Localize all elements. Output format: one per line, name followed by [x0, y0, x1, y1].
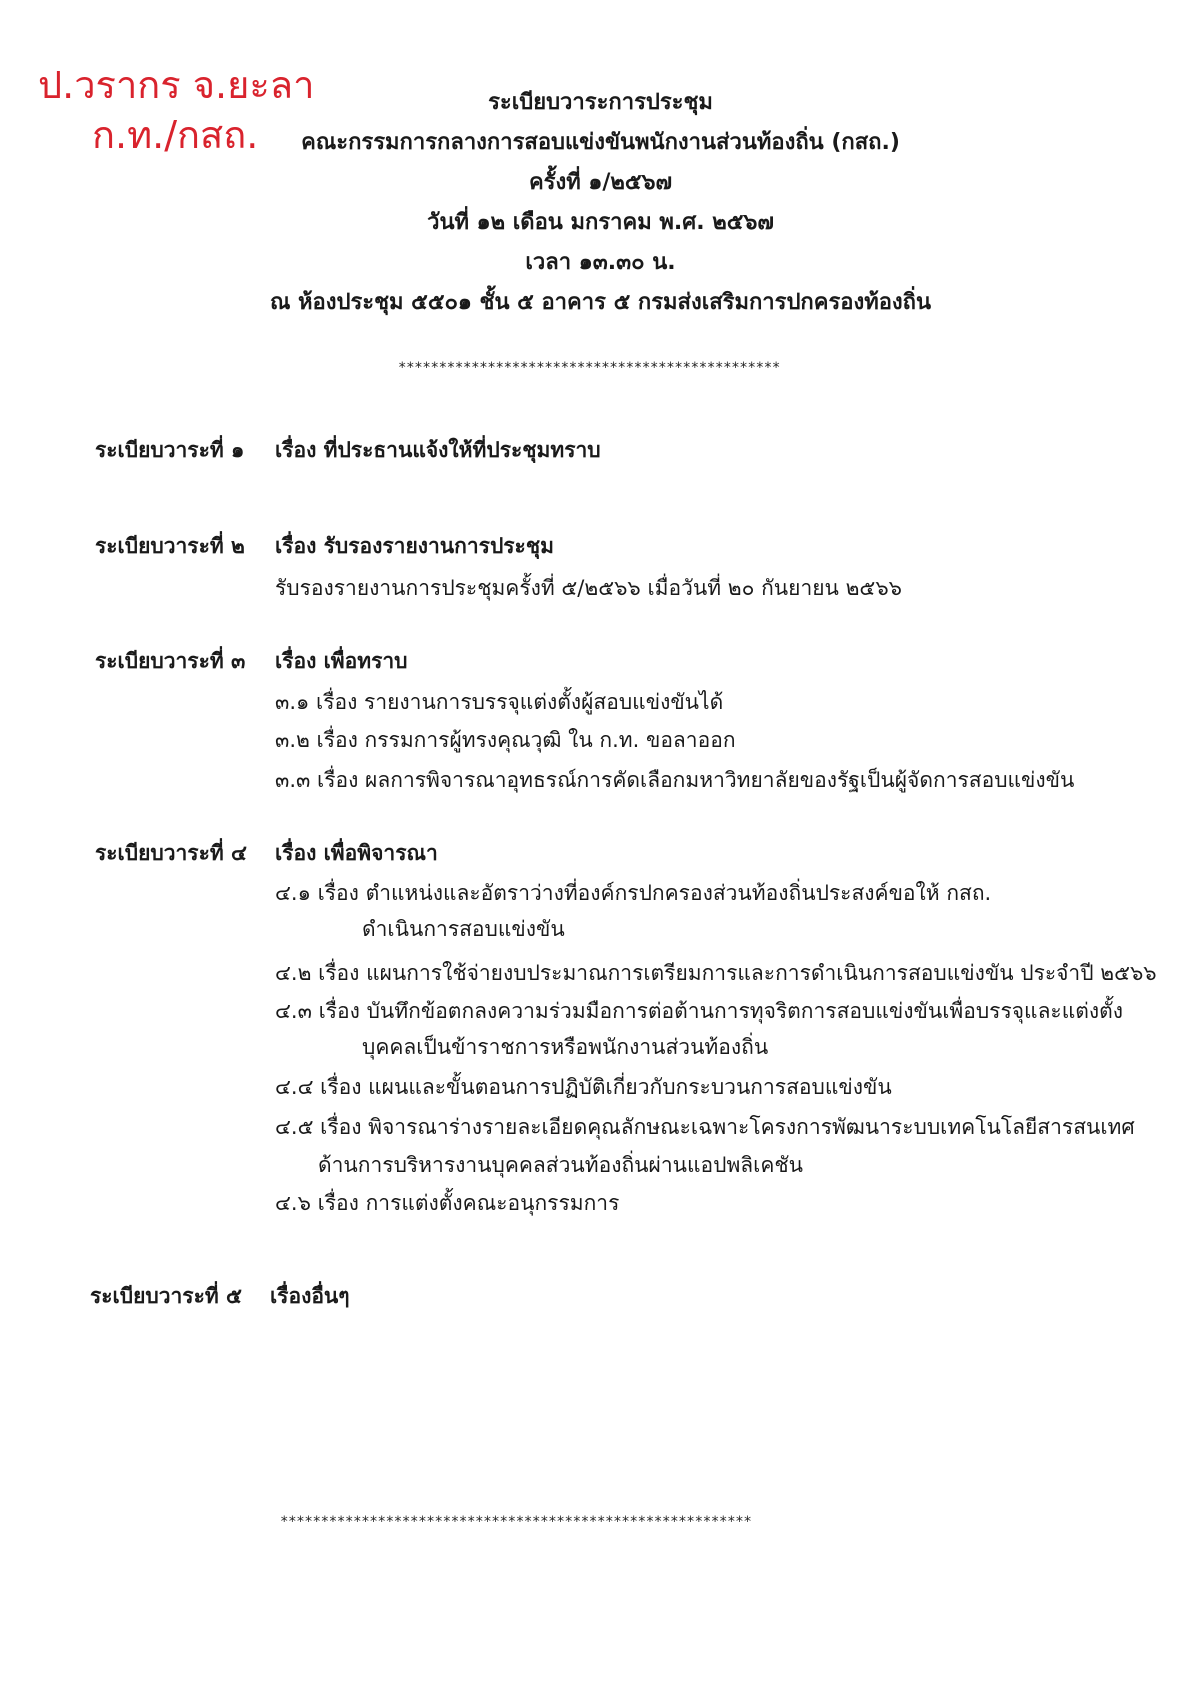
document-title: ระเบียบวาระการประชุม [488, 90, 713, 115]
agenda-title: เรื่อง เพื่อทราบ [275, 649, 408, 673]
agenda-item-2 [95, 530, 554, 563]
agenda-title: เรื่อง ที่ประธานแจ้งให้ที่ประชุมทราบ [275, 438, 601, 462]
meeting-venue: ณ ห้องประชุม ๕๕๐๑ ชั้น ๕ อาคาร ๕ กรมส่งเสริมการปกครองท้องถิ่น [269, 290, 932, 315]
meeting-number: ครั้งที่ ๑/๒๕๖๗ [528, 170, 673, 195]
separator-bottom: ********************************************************** [280, 1514, 752, 1530]
agenda-title: เรื่อง รับรองรายงานการประชุม [275, 534, 554, 558]
agenda-item-4 [95, 837, 438, 870]
agenda-4-4: ๔.๔ เรื่อง แผนและขั้นตอนการปฏิบัติเกี่ยวกับกระบวนการสอบแข่งขัน [275, 1075, 892, 1099]
agenda-4-2: ๔.๒ เรื่อง แผนการใช้จ่ายงบประมาณการเตรียมการและการดำเนินการสอบแข่งขัน ประจำปี ๒๕๖๖ [275, 961, 1157, 985]
annotation-author: ป.วรากร จ.ยะลา [38, 63, 315, 107]
meeting-date: วันที่ ๑๒ เดือน มกราคม พ.ศ. ๒๕๖๗ [427, 210, 774, 235]
agenda-label: ระเบียบวาระที่ ๕ [90, 1284, 242, 1308]
agenda-item-3 [95, 645, 408, 678]
annotation-source: ก.ท./กสถ. [92, 113, 259, 157]
agenda-4-5: ๔.๕ เรื่อง พิจารณาร่างรายละเอียดคุณลักษณะเฉพาะโครงการพัฒนาระบบเทคโนโลยีสารสนเทศ [275, 1115, 1135, 1139]
agenda-4-3: ๔.๓ เรื่อง บันทึกข้อตกลงความร่วมมือการต่อต้านการทุจริตการสอบแข่งขันเพื่อบรรจุและแต่งตั้ง [275, 999, 1124, 1023]
agenda-4-1-cont: ดำเนินการสอบแข่งขัน [362, 917, 565, 941]
agenda-item-5 [90, 1280, 350, 1313]
agenda-2-detail: รับรองรายงานการประชุมครั้งที่ ๕/๒๕๖๖ เมื่อวันที่ ๒๐ กันยายน ๒๕๖๖ [275, 576, 902, 600]
agenda-title: เรื่อง เพื่อพิจารณา [275, 841, 438, 865]
agenda-label: ระเบียบวาระที่ ๓ [95, 649, 246, 673]
agenda-4-3-cont: บุคคลเป็นข้าราชการหรือพนักงานส่วนท้องถิ่น [362, 1035, 769, 1059]
agenda-4-1: ๔.๑ เรื่อง ตำแหน่งและอัตราว่างที่องค์กรปกครองส่วนท้องถิ่นประสงค์ขอให้ กสถ. [275, 881, 992, 905]
agenda-label: ระเบียบวาระที่ ๑ [95, 438, 245, 462]
agenda-label: ระเบียบวาระที่ ๒ [95, 534, 245, 558]
agenda-3-3: ๓.๓ เรื่อง ผลการพิจารณาอุทธรณ์การคัดเลือกมหาวิทยาลัยของรัฐเป็นผู้จัดการสอบแข่งขัน [275, 768, 1075, 792]
meeting-time: เวลา ๑๓.๓๐ น. [525, 250, 676, 275]
committee-name: คณะกรรมการกลางการสอบแข่งขันพนักงานส่วนท้องถิ่น (กสถ.) [301, 130, 900, 155]
agenda-label: ระเบียบวาระที่ ๔ [95, 841, 247, 865]
agenda-3-1: ๓.๑ เรื่อง รายงานการบรรจุแต่งตั้งผู้สอบแข่งขันได้ [275, 690, 724, 714]
agenda-4-6: ๔.๖ เรื่อง การแต่งตั้งคณะอนุกรรมการ [275, 1191, 620, 1215]
agenda-4-5-cont: ด้านการบริหารงานบุคคลส่วนท้องถิ่นผ่านแอปพลิเคชัน [318, 1153, 804, 1177]
separator-top: *********************************************** [398, 360, 781, 376]
agenda-item-1 [95, 434, 601, 467]
agenda-title: เรื่องอื่นๆ [270, 1284, 350, 1308]
agenda-3-2: ๓.๒ เรื่อง กรรมการผู้ทรงคุณวุฒิ ใน ก.ท. ขอลาออก [275, 728, 736, 752]
